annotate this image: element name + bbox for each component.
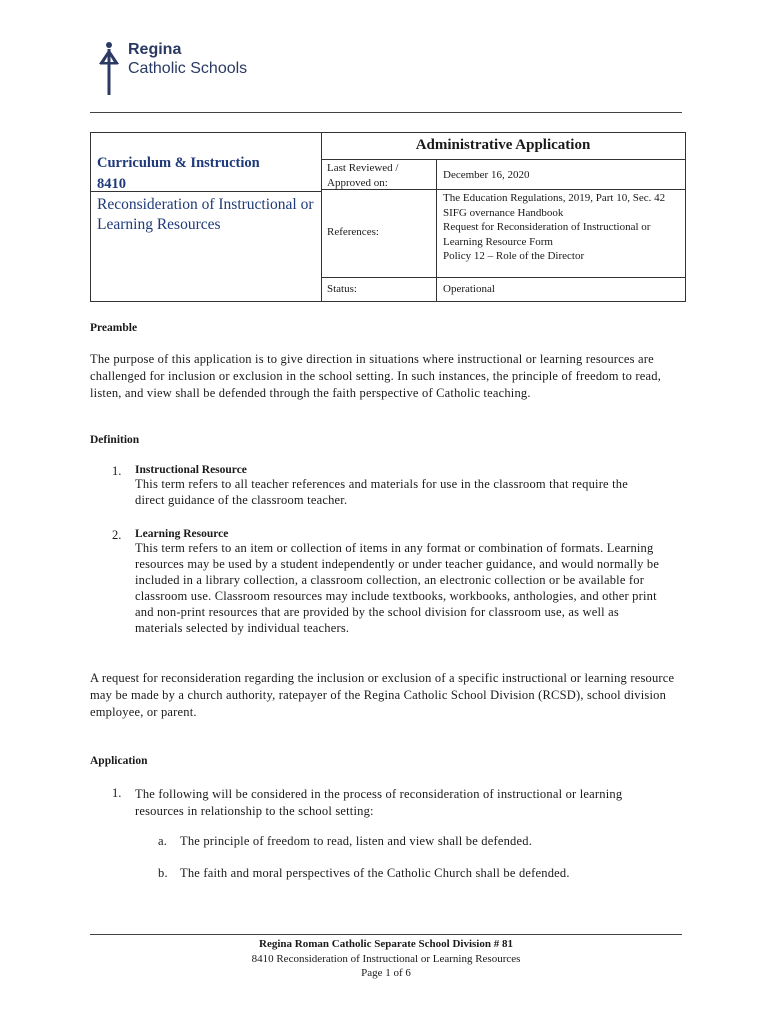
definition-item — [135, 464, 660, 508]
logo-line-2: Catholic Schools — [128, 60, 248, 77]
reference-item: Request for Reconsideration of Instructional or Learning Resource Form — [443, 221, 651, 248]
application-subitem-letter: a. — [158, 834, 168, 848]
cross-logo-icon — [96, 40, 122, 96]
application-heading: Application — [90, 755, 148, 767]
request-paragraph: A request for reconsideration regarding the inclusion or exclusion of a specific instructional or learning resource may be made by a church authority, ratepayer of the Regina Catholic School Division (RCSD), school division employee, or parent. — [90, 671, 675, 719]
application-item-number: 1. — [112, 786, 122, 800]
reference-item: The Education Regulations, 2019, Part 10, Sec. 42 — [443, 192, 666, 204]
application-subitem-text: The faith and moral perspectives of the Catholic Church shall be defended. — [180, 866, 570, 880]
last-reviewed-value: December 16, 2020 — [443, 169, 530, 181]
references-label: References: — [327, 226, 379, 238]
application-subitem-text: The principle of freedom to read, listen and view shall be defended. — [180, 834, 533, 848]
column-divider — [436, 159, 437, 301]
logo-line-1: Regina — [128, 41, 182, 58]
reference-item: SIFG overnance Handbook — [443, 206, 564, 219]
department-name: Curriculum & Instruction — [97, 155, 260, 171]
policy-header-table — [90, 132, 686, 302]
definition-heading: Definition — [90, 434, 140, 446]
preamble-heading: Preamble — [90, 322, 138, 334]
definition-item-number: 2. — [112, 528, 122, 542]
footer — [90, 937, 682, 981]
definition-item-title: Learning Resource — [135, 528, 229, 540]
school-logo — [96, 40, 266, 96]
status-label: Status: — [327, 283, 357, 295]
admin-application-title: Administrative Application — [415, 137, 591, 153]
footer-organization: Regina Roman Catholic Separate School Division # 81 — [259, 938, 513, 950]
footer-page-number: Page 1 of 6 — [361, 967, 411, 979]
application-subitem-letter: b. — [158, 866, 168, 880]
footer-document-title: 8410 Reconsideration of Instructional or Learning Resources — [251, 952, 521, 965]
application-item-text: The following will be considered in the process of reconsideration of instructional or learning resources in relationship to the school setting: — [135, 787, 623, 818]
header-divider — [90, 112, 682, 113]
row-divider — [321, 277, 685, 278]
reference-item: Policy 12 – Role of the Director — [443, 250, 585, 262]
row-divider — [321, 189, 685, 190]
definition-item — [135, 528, 660, 636]
definition-item-body: This term refers to all teacher references and materials for use in the classroom that require the direct guidance of the classroom teacher. — [135, 477, 629, 507]
policy-title: Reconsideration of Instructional or Learning Resources — [97, 196, 314, 233]
references-list — [443, 191, 683, 264]
preamble-text: The purpose of this application is to give direction in situations where instructional or learning resources are challenged for inclusion or exclusion in the school setting. In such instances, the principle of freedom to read, listen, and view shall be defended through the faith perspective of Catholic teaching. — [90, 352, 662, 400]
definition-item-number: 1. — [112, 464, 122, 478]
footer-divider — [90, 934, 682, 935]
policy-code: 8410 — [97, 176, 126, 192]
definition-item-title: Instructional Resource — [135, 464, 247, 476]
row-divider — [321, 159, 685, 160]
policy-title-cell — [91, 133, 322, 301]
title-divider — [91, 191, 321, 192]
last-reviewed-label: Last Reviewed / Approved on: — [327, 162, 399, 189]
status-value: Operational — [443, 283, 495, 295]
definition-item-body: This term refers to an item or collection of items in any format or combination of formats. Learning resources may be used by a student independently or under teacher guidance, and would normally be included in a library collection, a classroom collection, an electronic collection or be available for classroom use. Classroom resources may include textbooks, workbooks, anthologies, and other print and non-print resources that are provided by the school division for classroom use, as well as materials selected by individual teachers. — [135, 541, 660, 635]
